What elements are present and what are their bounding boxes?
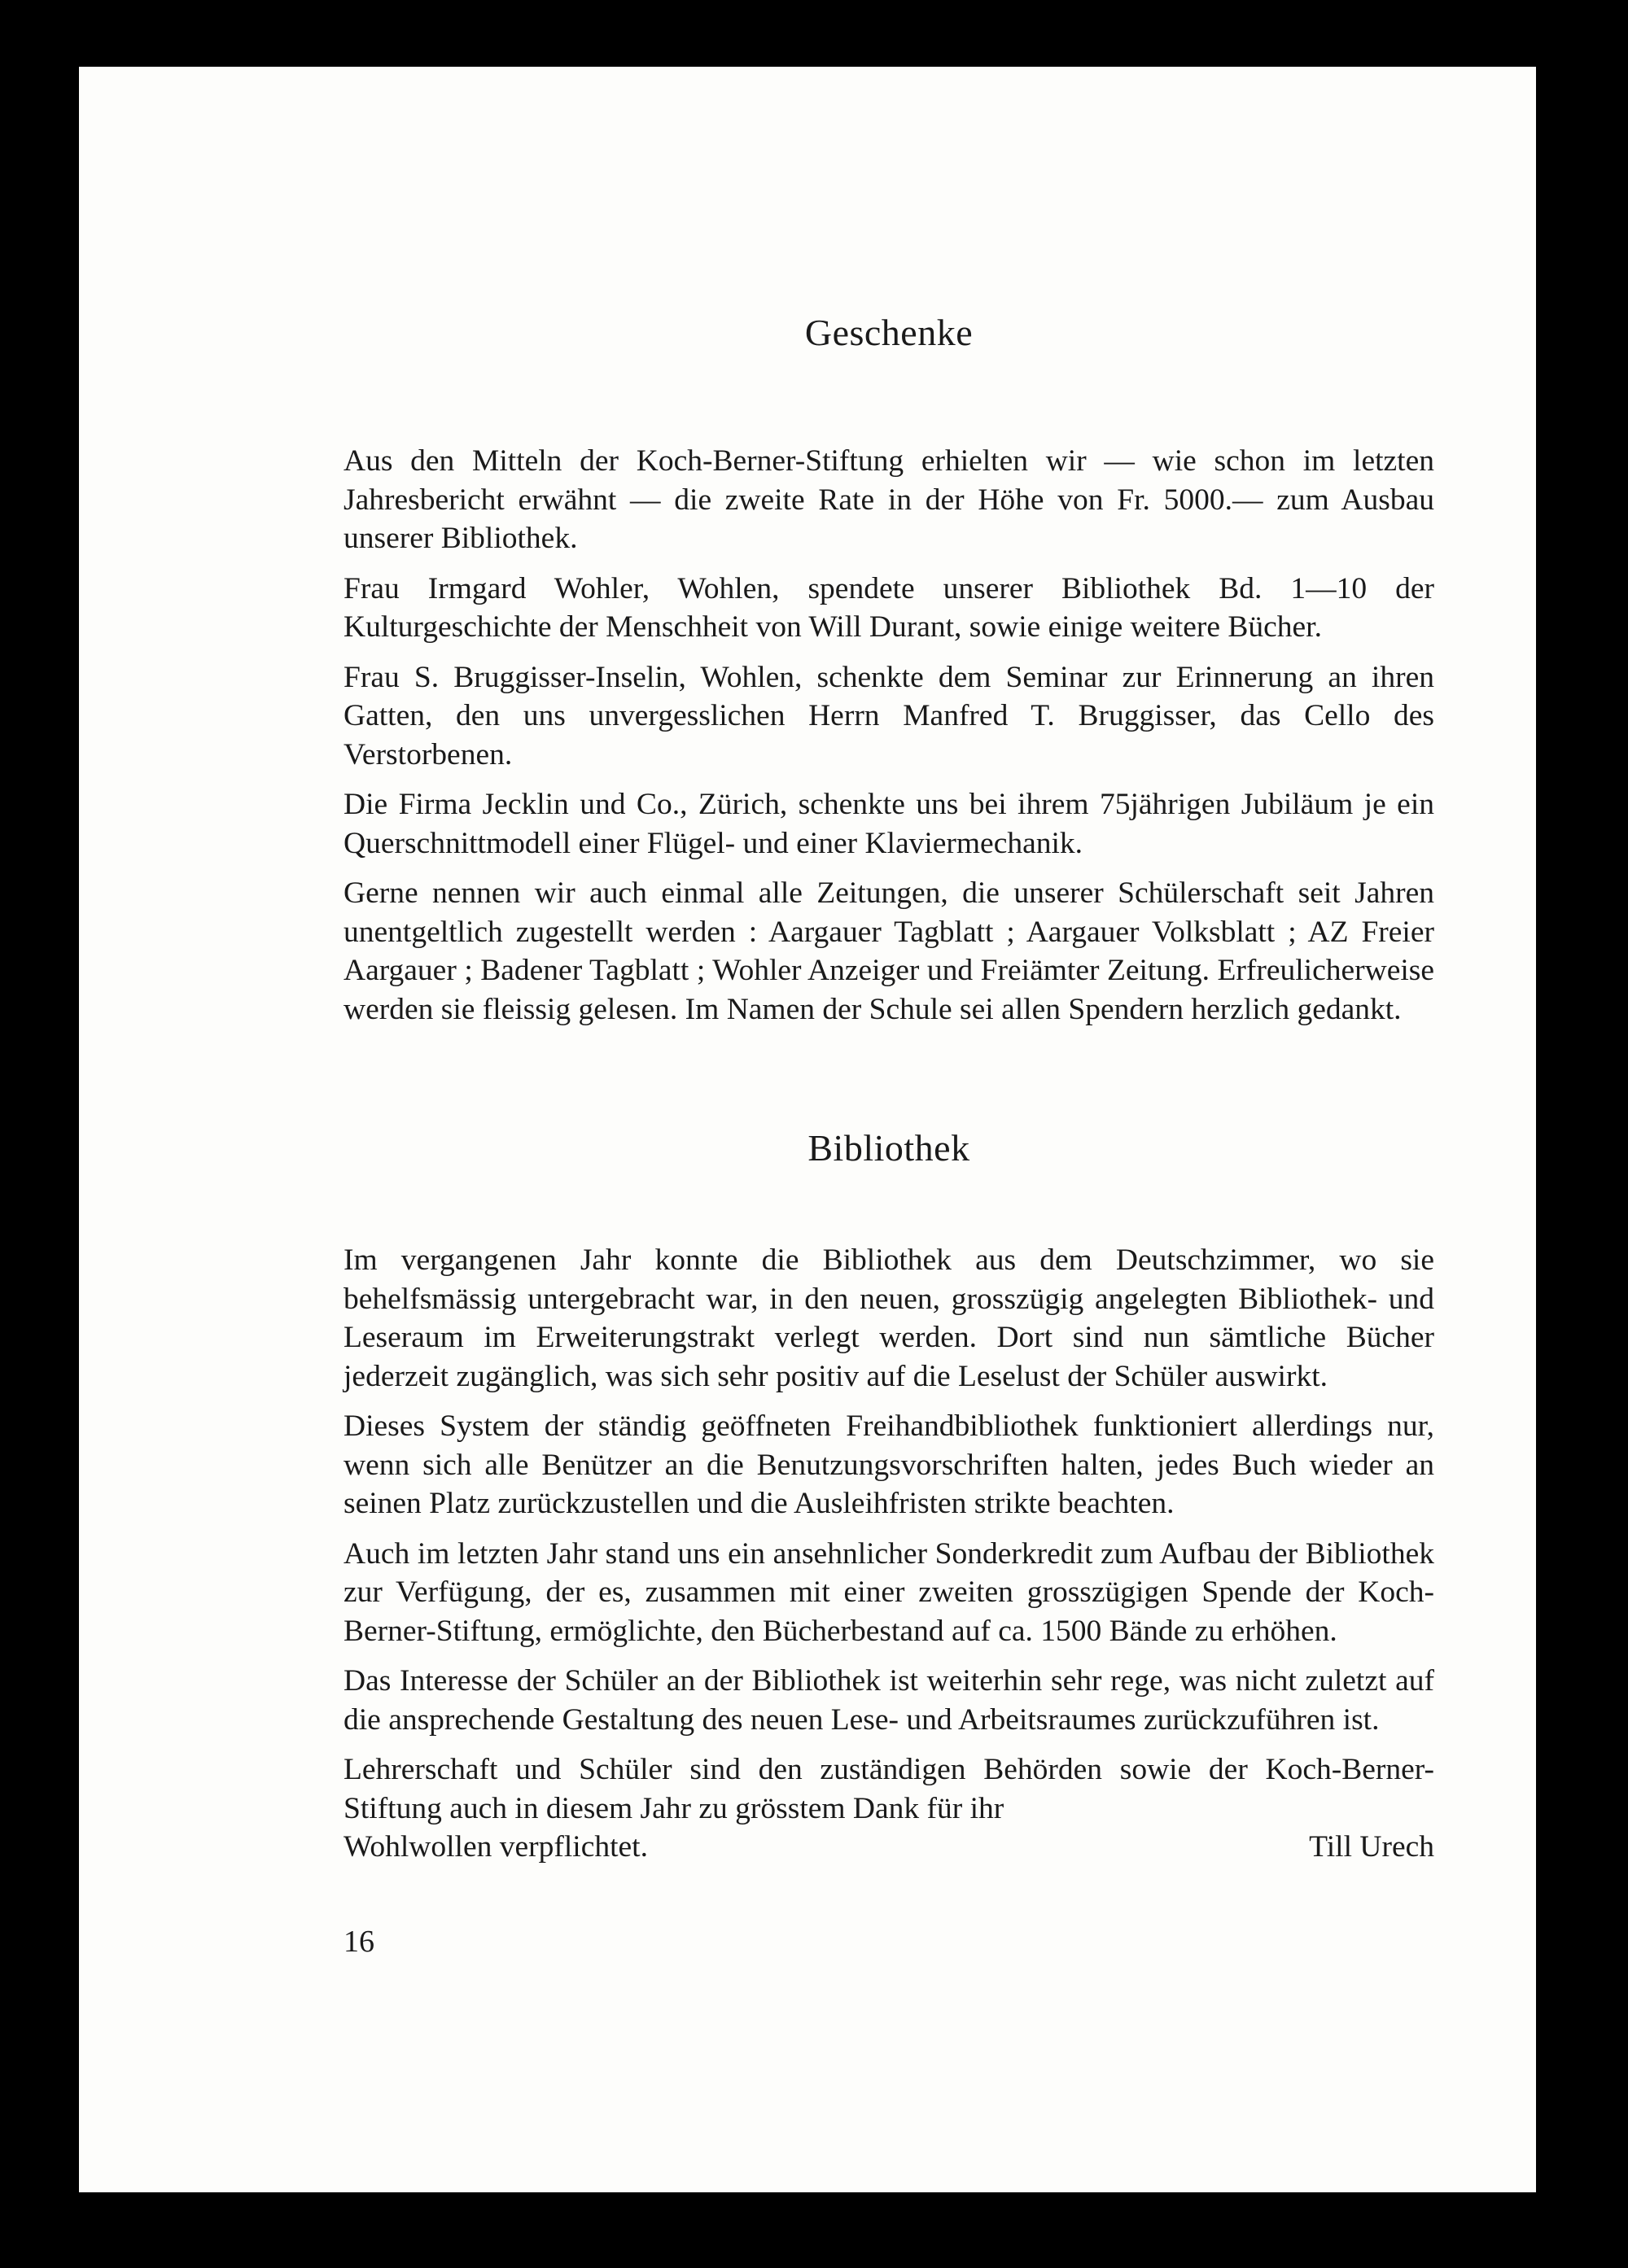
section-title-bibliothek: Bibliothek <box>807 1127 970 1169</box>
paragraph: Lehrerschaft und Schüler sind den zuständigen Behörden sowie der Koch-Berner-Stiftung auch in diesem Jahr zu grösstem Dank für ihr <box>344 1753 1434 1825</box>
paragraph: Die Firma Jecklin und Co., Zürich, schenkte uns bei ihrem 75jährigen Jubiläum je ein Querschnittmodell einer Flügel- und einer Klaviermechanik. <box>344 788 1434 860</box>
author-signature: Till Urech <box>1309 1830 1434 1864</box>
paragraph: Gerne nennen wir auch einmal alle Zeitungen, die unserer Schülerschaft seit Jahren unentgeltlich zugestellt werden : Aargauer Tagblatt ; Aargauer Volksblatt ; AZ Freier Aargauer ; Badener Tagblatt ; Wohler Anzeiger und Freiämter Zeitung. Erfreulicherweise werden sie fleissig gelesen. Im Namen der Schule sei allen Spendern herzlich gedankt. <box>344 876 1434 1026</box>
paragraph: Frau Irmgard Wohler, Wohlen, spendete unserer Bibliothek Bd. 1—10 der Kulturgeschichte der Menschheit von Will Durant, sowie einige weitere Bücher. <box>344 571 1434 644</box>
paragraph: Das Interesse der Schüler an der Bibliothek ist weiterhin sehr rege, was nicht zuletzt auf die ansprechende Gestaltung des neuen Lese- und Arbeitsraumes zurückzuführen ist. <box>344 1664 1434 1737</box>
document-page <box>79 67 1536 2192</box>
page-content <box>344 311 1434 1960</box>
paragraph: Dieses System der ständig geöffneten Freihandbibliothek funktioniert allerdings nur, wenn sich alle Benützer an die Benutzungsvorschriften halten, jedes Buch wieder an seinen Platz zurückzustellen und die Ausleihfristen strikte beachten. <box>344 1409 1434 1520</box>
paragraph: Frau S. Bruggisser-Inselin, Wohlen, schenkte dem Seminar zur Erinnerung an ihren Gatten, den uns unvergesslichen Herrn Manfred T. Bruggisser, das Cello des Verstorbenen. <box>344 660 1434 771</box>
paragraph: Im vergangenen Jahr konnte die Bibliothek aus dem Deutschzimmer, wo sie behelfsmässig untergebracht war, in den neuen, grosszügig angelegten Bibliothek- und Leseraum im Erweiterungstrakt verlegt werden. Dort sind nun sämtliche Bücher jederzeit zugänglich, was sich sehr positiv auf die Leselust der Schüler auswirkt. <box>344 1243 1434 1393</box>
closing-line <box>344 1828 1434 1867</box>
paragraph: Auch im letzten Jahr stand uns ein ansehnlicher Sonderkredit zum Aufbau der Bibliothek zur Verfügung, der es, zusammen mit einer zweiten grosszügigen Spende der Koch-Berner-Stiftung, ermöglichte, den Bücherbestand auf ca. 1500 Bände zu erhöhen. <box>344 1536 1434 1648</box>
page-number: 16 <box>344 1924 374 1959</box>
paragraph: Aus den Mitteln der Koch-Berner-Stiftung erhielten wir — wie schon im letzten Jahresbericht erwähnt — die zweite Rate in der Höhe von Fr. 5000.— zum Ausbau unserer Bibliothek. <box>344 444 1434 555</box>
closing-text: Wohlwollen verpflichtet. <box>344 1830 648 1864</box>
section-title-geschenke: Geschenke <box>804 312 974 353</box>
